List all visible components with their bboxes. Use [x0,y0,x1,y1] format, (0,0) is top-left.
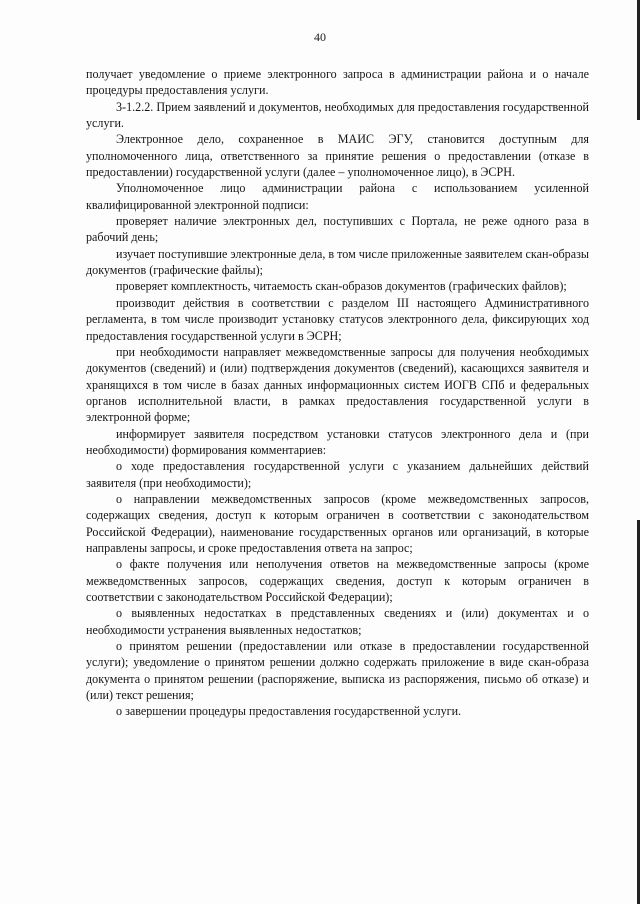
list-item: проверяет комплектность, читаемость скан-образов документов (графических файлов); [116,279,567,294]
section-heading: 3-1.2.2. Прием заявлений и документов, необходимых для предоставления государственной услуги. [86,99,589,131]
sub-list-item: о принятом решении (предоставлении или отказе в предоставлении государственной услуги); уведомление о принятом решении должно содержать приложение в виде скан-образа документа о принятом решении (распоряжение, выписка из распоряжения, письмо об отказе) и (или) текст решения; [86,639,589,703]
paragraph: Электронное дело, сохраненное в МАИС ЭГУ, становится доступным для уполномоченного лица, ответственного за принятие решения о предоставлении (отказе в предоставлении) государственной услуги (далее – уполномоченное лицо), в ЭСРН. [86,132,589,180]
sub-list-item: о факте получения или неполучения ответов на межведомственные запросы (кроме межведомственных запросов, содержащих сведения, доступ к которым ограничен в соответствии с законодательством Российской Федерации); [86,557,589,604]
list-item: при необходимости направляет межведомственные запросы для получения необходимых документов (сведений) и (или) подтверждения документов (сведений), касающихся заявителя и хранящихся в том числе в базах данных информационных систем ИОГВ СПб и федеральных органов исполнительной власти, в рамках предоставления государственной услуги в электронной форме; [86,344,589,425]
sub-list-item: о завершении процедуры предоставления государственной услуги. [116,704,462,719]
list-item: проверяет наличие электронных дел, поступивших с Портала, не реже одного раза в рабочий день; [86,214,589,245]
list-item: производит действия в соответствии с разделом III настоящего Административного регламента, в том числе производит установку статусов электронного дела, фиксирующих ход предоставления государственной услуги в ЭСРН; [86,295,589,343]
sub-list-item: о выявленных недостатках в представленных сведениях и (или) документах и о необходимости устранения выявленных недостатков; [86,606,589,637]
paragraph: получает уведомление о приеме электронного запроса в администрации района и о начале процедуры предоставления услуги. [86,67,589,98]
list-item: информирует заявителя посредством установки статусов электронного дела и (при необходимости) формирования комментариев: [86,426,589,457]
document-body [86,66,589,720]
list-item: изучает поступившие электронные дела, в том числе приложенные заявителем скан-образы документов (графические файлы); [86,246,589,278]
paragraph: Уполномоченное лицо администрации района с использованием усиленной квалифицированной электронной подписи: [86,181,589,212]
sub-list-item: о направлении межведомственных запросов (кроме межведомственных запросов, содержащих сведения, доступ к которым ограничен в соответствии с законодательством Российской Федерации), наименование государственных органов или организаций, в которые направлены запросы, и сроке предоставления ответа на запрос; [86,491,589,555]
sub-list-item: о ходе предоставления государственной услуги с указанием дальнейших действий заявителя (при необходимости); [86,459,589,490]
page-number: 40 [314,30,326,44]
